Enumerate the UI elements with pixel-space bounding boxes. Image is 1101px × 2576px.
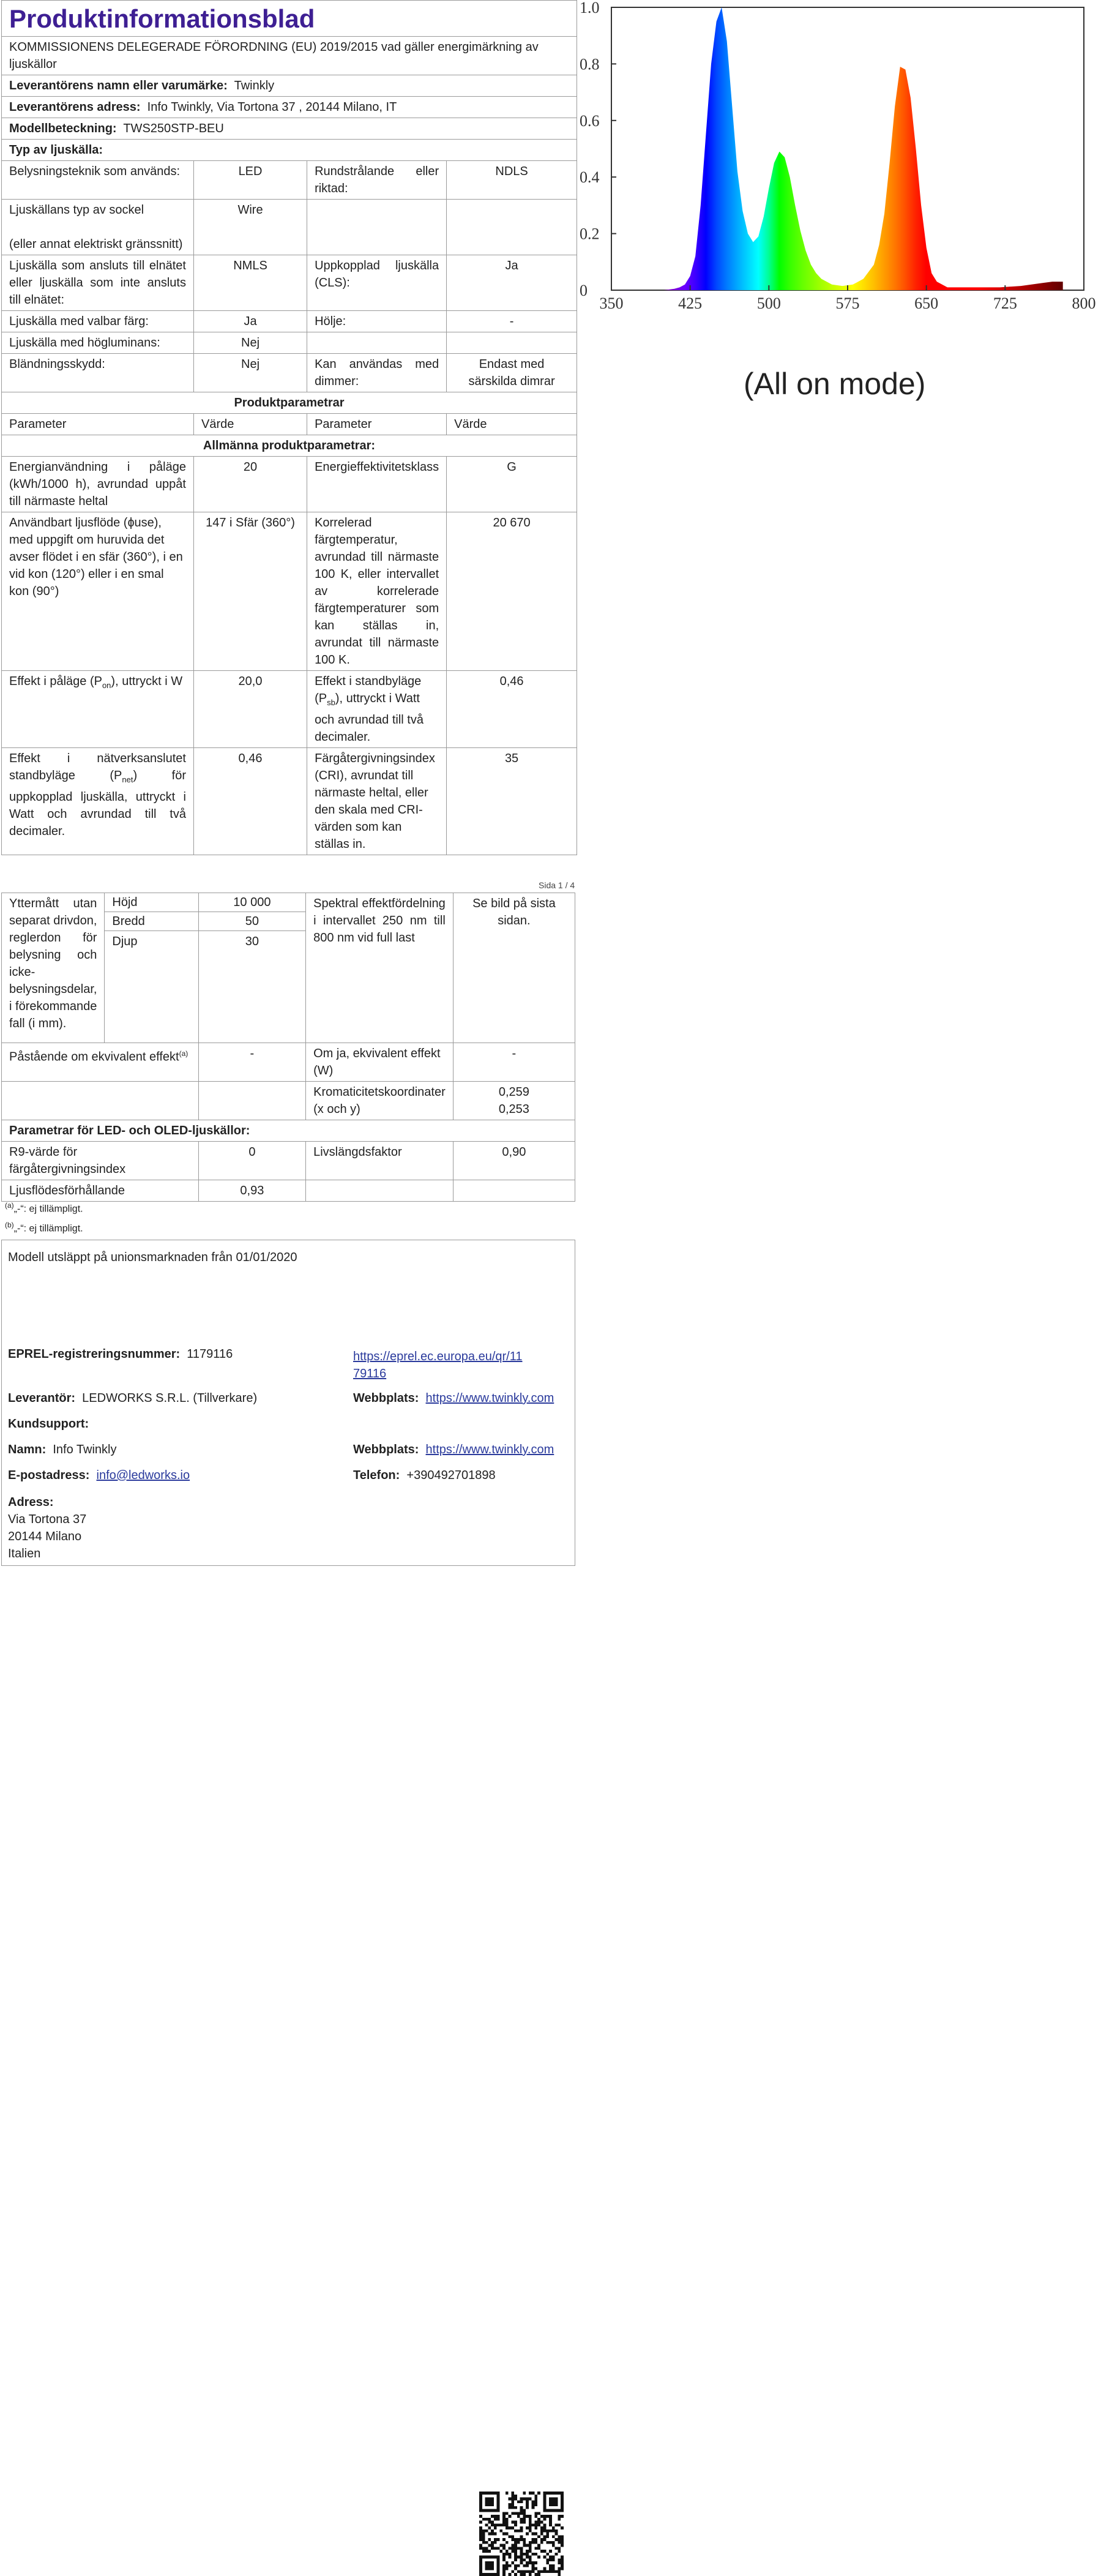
- param-value: 147 i Sfär (360°): [193, 512, 307, 671]
- type-label: Hölje:: [307, 311, 447, 332]
- life-label: Livslängdsfaktor: [306, 1142, 453, 1180]
- type-row: [2, 161, 577, 200]
- life-value: 0,90: [453, 1142, 575, 1180]
- param-row: [2, 457, 577, 512]
- eprel-label: EPREL-registreringsnummer:: [8, 1347, 181, 1361]
- x-tick-label: 650: [914, 294, 939, 312]
- equivalent-label: Påstående om ekvivalent effekt: [9, 1050, 179, 1064]
- type-label: Uppkopplad ljuskälla (CLS):: [307, 255, 447, 311]
- phone-value: +390492701898: [406, 1469, 496, 1482]
- param-value: G: [447, 457, 577, 512]
- website2-link[interactable]: https://www.twinkly.com: [425, 1443, 554, 1456]
- type-value: NMLS: [193, 255, 307, 311]
- led-row: [2, 1142, 575, 1180]
- header-table: [1, 0, 577, 855]
- param-label: Energianvändning i påläge (kWh/1000 h), avrundad uppåt till närmaste heltal: [2, 457, 194, 512]
- type-label: [307, 200, 447, 255]
- param-label: Effekt i standbyläge $(P_{sb})$, uttryckt i Watt och avrundad till två decimaler.: [307, 671, 447, 748]
- spectrum-chart: [578, 0, 1101, 318]
- dimension-row: [2, 893, 575, 912]
- type-value: NDLS: [447, 161, 577, 200]
- equivalent-value: -: [198, 1043, 305, 1082]
- support-label: Kundsupport:: [8, 1417, 89, 1431]
- dimension-name: Höjd: [105, 893, 198, 912]
- eprel-value: 1179116: [187, 1347, 233, 1361]
- type-row: [2, 332, 577, 354]
- col-header-parameter-2: Parameter: [307, 414, 447, 435]
- type-value: Ja: [193, 311, 307, 332]
- chromaticity-y: 0,253: [498, 1103, 529, 1116]
- page-number: Sida 1 / 4: [539, 880, 575, 890]
- address-line2: 20144 Milano: [8, 1530, 82, 1543]
- dimension-value: 10 000: [198, 893, 305, 912]
- y-tick-label: 0.6: [580, 111, 600, 130]
- email-link[interactable]: info@ledworks.io: [96, 1469, 190, 1482]
- supplier-address-row: [2, 97, 577, 118]
- email-row: [8, 1467, 190, 1484]
- spectral-value: Se bild på sista sidan.: [453, 893, 575, 1043]
- led-row: [2, 1180, 575, 1202]
- chromaticity-x: 0,259: [498, 1085, 529, 1099]
- dimensions-table: [1, 893, 575, 1202]
- y-tick-label: 1.0: [580, 0, 600, 17]
- type-value: Wire: [193, 200, 307, 255]
- light-source-type-heading: [2, 140, 577, 161]
- type-value: LED: [193, 161, 307, 200]
- x-tick-label: 800: [1072, 294, 1096, 312]
- supplier-name-value: Twinkly: [234, 79, 275, 92]
- equivalent-label-cell: [2, 1043, 199, 1082]
- support-heading: [8, 1415, 89, 1432]
- x-tick-label: 500: [756, 294, 781, 312]
- param-value: 20 670: [447, 512, 577, 671]
- equivalent-row: [2, 1043, 575, 1082]
- footnote-b-sup: (b): [5, 1221, 14, 1229]
- col-header-value: Värde: [193, 414, 307, 435]
- col-header-parameter: Parameter: [2, 414, 194, 435]
- type-value: Ja: [447, 255, 577, 311]
- plot-frame: [611, 7, 1084, 290]
- type-value: Nej: [193, 354, 307, 392]
- mode-caption: (All on mode): [744, 367, 926, 401]
- info-box: [1, 1240, 575, 1566]
- spectral-label: Spektral effektfördelning i intervallet 250 nm till 800 nm vid full last: [306, 893, 453, 1043]
- param-label: Effekt i påläge $(P_{on})$, uttryckt i W: [2, 671, 194, 748]
- qr-code-icon[interactable]: [479, 2492, 564, 2576]
- address-line3: Italien: [8, 1547, 41, 1560]
- y-tick-label: 0.4: [580, 168, 600, 187]
- r9-value: 0: [198, 1142, 305, 1180]
- params-col-headers: [2, 414, 577, 435]
- type-value: Endast med särskilda dimrar: [447, 354, 577, 392]
- supplier-address-value: Info Twinkly, Via Tortona 37 , 20144 Milano, IT: [147, 100, 397, 114]
- param-row: [2, 512, 577, 671]
- supplier-address-label: Leverantörens adress:: [9, 100, 141, 114]
- type-rows: [2, 161, 577, 392]
- y-tick-label: 0.8: [580, 55, 600, 73]
- empty-cell: [306, 1180, 453, 1202]
- equivalent-w-label: Om ja, ekvivalent effekt (W): [306, 1043, 453, 1082]
- chart-ticks: [580, 0, 1096, 312]
- eprel-row: [8, 1346, 233, 1363]
- phone-row: [353, 1467, 496, 1484]
- contact-name-label: Namn:: [8, 1443, 47, 1456]
- type-label: Ljuskällans typ av sockel (eller annat elektriskt gränssnitt): [2, 200, 194, 255]
- type-label: Bländningsskydd:: [2, 354, 194, 392]
- footnote-b: [5, 1221, 83, 1234]
- website-label: Webbplats:: [353, 1391, 419, 1405]
- chart-series: [643, 7, 1062, 290]
- x-tick-label: 350: [599, 294, 624, 312]
- type-value: [447, 200, 577, 255]
- col-header-value-2: Värde: [447, 414, 577, 435]
- footnote-b-text: „-“: ej tillämpligt.: [13, 1223, 83, 1234]
- spectrum-area: [643, 7, 1062, 290]
- footnote-a: [5, 1201, 83, 1215]
- light-source-type-label: Typ av ljuskälla:: [9, 143, 103, 157]
- dimension-value: 50: [198, 912, 305, 931]
- type-label: Ljuskälla med valbar färg:: [2, 311, 194, 332]
- chromaticity-values: [453, 1082, 575, 1120]
- params-heading: Produktparametrar: [2, 392, 577, 414]
- empty-cell: [453, 1180, 575, 1202]
- empty-cell: [2, 1082, 199, 1120]
- website-link[interactable]: https://www.twinkly.com: [425, 1391, 554, 1405]
- type-label: Rundstrålande eller riktad:: [307, 161, 447, 200]
- address-label: Adress:: [8, 1496, 54, 1509]
- param-label: Användbart ljusflöde (ɸuse), med uppgift om huruvida det avser flödet i en sfär (360°), i en vid kon (120°) eller i en smal kon (90°): [2, 512, 194, 671]
- supplier-row: [8, 1390, 257, 1407]
- website2-label: Webbplats:: [353, 1443, 419, 1456]
- chromaticity-label: Kromaticitetskoordinater (x och y): [306, 1082, 453, 1120]
- supplier-name-row: [2, 75, 577, 97]
- address-line1: Via Tortona 37: [8, 1513, 87, 1526]
- param-value: 20: [193, 457, 307, 512]
- type-label: Ljuskälla som ansluts till elnätet eller ljuskälla som inte ansluts till elnätet:: [2, 255, 194, 311]
- led-heading: [2, 1120, 575, 1142]
- type-row: [2, 311, 577, 332]
- type-row: [2, 354, 577, 392]
- param-row: [2, 671, 577, 748]
- x-tick-label: 425: [678, 294, 703, 312]
- product-sheet: [1, 0, 577, 855]
- type-row: [2, 255, 577, 311]
- website-row: [353, 1390, 554, 1407]
- eprel-link-line1[interactable]: https://eprel.ec.europa.eu/qr/11: [353, 1350, 523, 1363]
- param-row: [2, 748, 577, 855]
- chromaticity-row: [2, 1082, 575, 1120]
- type-label: Belysningsteknik som används:: [2, 161, 194, 200]
- type-value: Nej: [193, 332, 307, 354]
- general-params-heading: Allmänna produktparametrar:: [2, 435, 577, 457]
- page-title: Produktinformationsblad: [2, 1, 577, 37]
- model-row: [2, 118, 577, 140]
- dimension-name: Djup: [105, 931, 198, 1043]
- dimensions-label: Yttermått utan separat drivdon, reglerdon för belysning och icke-belysningsdelar, i förekommande fall (i mm).: [2, 893, 105, 1043]
- release-date: Modell utsläppt på unionsmarknaden från 01/01/2020: [8, 1251, 297, 1264]
- param-value: 20,0: [193, 671, 307, 748]
- led-heading-label: Parametrar för LED- och OLED-ljuskällor:: [9, 1124, 250, 1137]
- dimension-name: Bredd: [105, 912, 198, 931]
- regulation-text: KOMMISSIONENS DELEGERADE FÖRORDNING (EU) 2019/2015 vad gäller energimärkning av ljuskällor: [2, 37, 577, 75]
- type-value: [447, 332, 577, 354]
- dimensions-section: [1, 893, 575, 1202]
- supplier-name-label: Leverantörens namn eller varumärke:: [9, 79, 228, 92]
- type-row: [2, 200, 577, 255]
- supplier-value: LEDWORKS S.R.L. (Tillverkare): [82, 1391, 258, 1405]
- x-tick-label: 575: [835, 294, 860, 312]
- param-value: 35: [447, 748, 577, 855]
- param-label: Effekt i nätverksanslutet standbyläge $(P_{net})$ för uppkopplad ljuskälla, uttryckt i Watt och avrundad till två decimaler.: [2, 748, 194, 855]
- param-label: Färgåtergivningsindex (CRI), avrundat till närmaste heltal, eller den skala med CRI-värden som kan ställas in.: [307, 748, 447, 855]
- type-label: [307, 332, 447, 354]
- flux-label: Ljusflödesförhållande: [2, 1180, 199, 1202]
- contact-name-value: Info Twinkly: [53, 1443, 117, 1456]
- equivalent-sup: (a): [179, 1049, 188, 1058]
- footnote-a-text: „-“: ej tillämpligt.: [13, 1204, 83, 1215]
- param-value: 0,46: [447, 671, 577, 748]
- type-value: -: [447, 311, 577, 332]
- dimension-value: 30: [198, 931, 305, 1043]
- r9-label: R9-värde för färgåtergivningsindex: [2, 1142, 199, 1180]
- website2-row: [353, 1441, 554, 1458]
- contact-name-row: [8, 1441, 116, 1458]
- chart-axes: [611, 7, 1084, 290]
- equivalent-w-value: -: [453, 1043, 575, 1082]
- phone-label: Telefon:: [353, 1469, 400, 1482]
- param-label: Korrelerad färgtemperatur, avrundad till närmaste 100 K, eller intervallet av korrelerade färgtemperaturer som kan ställas in, avrundat till närmaste 100 K.: [307, 512, 447, 671]
- eprel-link-line2[interactable]: 79116: [353, 1367, 387, 1380]
- model-value: TWS250STP-BEU: [123, 122, 224, 135]
- address-block: [8, 1494, 86, 1562]
- supplier-label: Leverantör:: [8, 1391, 76, 1405]
- empty-cell: [198, 1082, 305, 1120]
- param-value: 0,46: [193, 748, 307, 855]
- email-label: E-postadress:: [8, 1469, 90, 1482]
- flux-value: 0,93: [198, 1180, 305, 1202]
- model-label: Modellbeteckning:: [9, 122, 117, 135]
- type-label: Kan användas med dimmer:: [307, 354, 447, 392]
- footnote-a-sup: (a): [5, 1201, 14, 1210]
- x-tick-label: 725: [993, 294, 1017, 312]
- y-tick-label: 0.2: [580, 225, 600, 243]
- type-label: Ljuskälla med högluminans:: [2, 332, 194, 354]
- param-label: Energieffektivitetsklass: [307, 457, 447, 512]
- eprel-link[interactable]: [353, 1348, 522, 1382]
- y-tick-label: 0: [580, 282, 588, 299]
